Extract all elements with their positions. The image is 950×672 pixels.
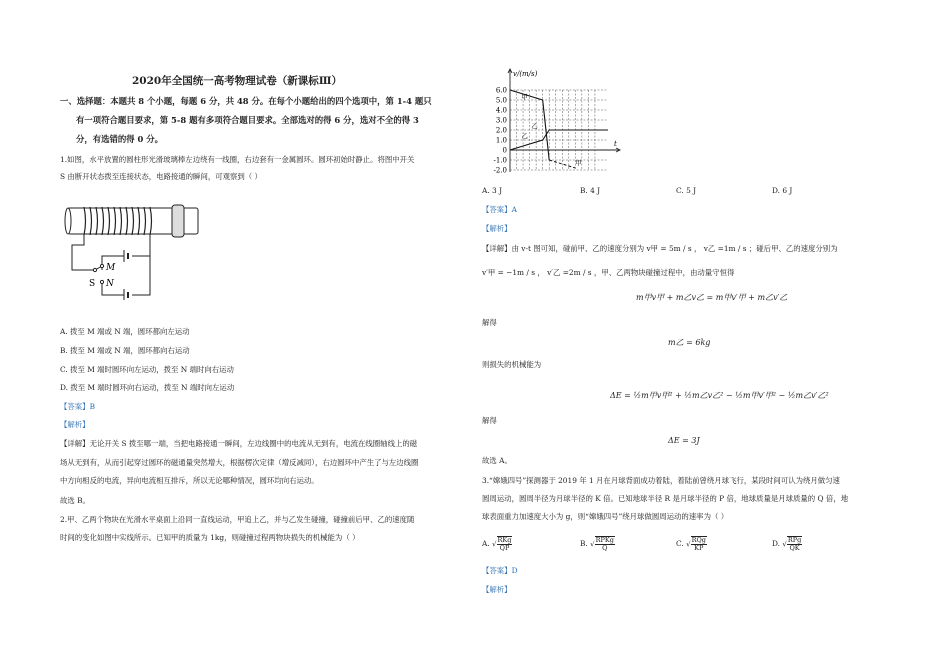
q2-answer: 【答案】A bbox=[482, 205, 517, 214]
q1-option-b: B. 拨至 M 端或 N 端，圆环都向右运动 bbox=[60, 346, 190, 355]
coil-circuit-figure bbox=[62, 200, 210, 300]
section-heading-line2: 有一项符合题目要求，第 5-8 题有多项符合题目要求。全部选对的得 6 分，选对不全的得 3 bbox=[76, 115, 419, 125]
y-tick-label: 0 bbox=[502, 146, 507, 155]
y-tick-label: -1.0 bbox=[493, 156, 507, 165]
q2-detail-line2: v′甲 = −1m / s ， v′乙 =2m / s ，甲、乙两物块碰撞过程中，由动量守恒得 bbox=[482, 268, 735, 277]
y-tick-label: 6.0 bbox=[495, 86, 507, 95]
q3-option-b: B. √ $\frac{\text{RPKg}}{Q}$ bbox=[580, 536, 614, 552]
section-heading-line1: 一、选择题：本题共 8 个小题，每题 6 分，共 48 分。在每个小题给出的四个选项中，第 1-4 题只 bbox=[60, 96, 432, 106]
switch-label: S bbox=[89, 279, 96, 289]
y-tick-label: 1.0 bbox=[495, 136, 507, 145]
x-axis-label: t bbox=[614, 140, 617, 148]
series-annotation: 甲 bbox=[521, 93, 528, 101]
q3-stem-line2: 圆周运动，圆周半径为月球半径的 K 倍。已知地球半径 R 是月球半径的 P 倍，地球质量是月球质量的 Q 倍，地 bbox=[482, 494, 849, 503]
switch-terminal-n-label: N bbox=[106, 279, 114, 289]
y-tick-label: -2.0 bbox=[493, 166, 507, 175]
section-heading-line3: 分，有选错的得 0 分。 bbox=[76, 134, 164, 144]
energy-result: ΔE = 3J bbox=[668, 436, 700, 445]
q1-detail-line2: 场从无到有，从而引起穿过圆环的磁通量突然增大，根据楞次定律（增反减同），右边圆环中产生了与左边线圈 bbox=[60, 458, 419, 467]
q3-answer: 【答案】D bbox=[482, 566, 518, 575]
q3-stem-line1: 3.“嫦娥四号”探测器于 2019 年 1 月在月球背面成功着陆，着陆前曾绕月球飞行，某段时间可认为绕月做匀速 bbox=[482, 476, 840, 485]
q2-option-b: B. 4 J bbox=[580, 186, 601, 195]
q2-option-d: D. 6 J bbox=[772, 186, 793, 195]
q2-option-a: A. 3 J bbox=[482, 186, 503, 195]
series-annotation: 甲 bbox=[575, 159, 582, 167]
q3-analysis-label: 【解析】 bbox=[482, 585, 512, 594]
q2-solve-label1: 解得 bbox=[482, 318, 497, 327]
q1-conclusion: 故选 B。 bbox=[60, 496, 90, 505]
q1-detail-line3: 中方向相反的电流，异向电流相互排斥，所以无论哪种情况，圆环均向右运动。 bbox=[60, 476, 319, 485]
q2-stem-line2: 时间的变化如图中实线所示。已知甲的质量为 1kg，则碰撞过程两物块损失的机械能为（ ） bbox=[60, 533, 360, 542]
energy-equation: ΔE = ½m甲v甲² + ½m乙v乙² − ½m甲v′甲² − ½m乙v′乙² bbox=[610, 391, 829, 400]
q1-option-d: D. 拨至 M 端时圆环向右运动，拨至 N 端时向左运动 bbox=[60, 383, 235, 392]
y-tick-label: 3.0 bbox=[495, 116, 507, 125]
series-annotation: 乙 bbox=[531, 122, 538, 130]
q2-option-c: C. 5 J bbox=[676, 186, 697, 195]
y-axis-label: v/(m/s) bbox=[513, 70, 538, 78]
q1-analysis-label: 【解析】 bbox=[60, 420, 90, 429]
q3-option-a: A. √ $\frac{\text{RKg}}{QP}$ bbox=[482, 536, 512, 552]
q2-solve-label2: 解得 bbox=[482, 416, 497, 425]
page-title: 2020年全国统一高考物理试卷（新课标Ⅲ） bbox=[132, 75, 343, 87]
q3-stem-line3: 球表面重力加速度大小为 g，则“嫦娥四号”绕月球做圆周运动的速率为（ ） bbox=[482, 512, 729, 521]
q2-analysis-label: 【解析】 bbox=[482, 224, 512, 233]
q2-conclusion: 故选 A。 bbox=[482, 456, 512, 465]
switch-terminal-m-label: M bbox=[106, 263, 116, 273]
series-annotation: 乙 bbox=[521, 132, 528, 140]
y-tick-label: 4.0 bbox=[495, 106, 507, 115]
q3-option-d: D. √ $\frac{\text{RPg}}{QK}$ bbox=[772, 536, 802, 552]
q1-answer: 【答案】B bbox=[60, 402, 95, 411]
energy-loss-label: 则损失的机械能为 bbox=[482, 360, 542, 369]
mass-result: m乙 = 6kg bbox=[668, 338, 711, 347]
q1-stem-line2: S 由断开状态拨至连接状态，电路接通的瞬间，可观察到（ ） bbox=[60, 172, 262, 181]
q1-detail-line1: 【详解】无论开关 S 拨至哪一端，当把电路接通一瞬间，左边线圈中的电流从无到有，电流在线圈轴线上的磁 bbox=[60, 439, 418, 448]
q2-detail-line1: 【详解】由 v-t 图可知，碰前甲、乙的速度分别为 v甲 = 5m / s ， v乙 =1m / s ；碰后甲、乙的速度分别为 bbox=[482, 244, 838, 253]
y-tick-label: 2.0 bbox=[495, 126, 507, 135]
y-tick-label: 5.0 bbox=[495, 96, 507, 105]
q2-stem-line1: 2.甲、乙两个物块在光滑水平桌面上沿同一直线运动，甲追上乙，并与乙发生碰撞，碰撞前后甲、乙的速度随 bbox=[60, 515, 415, 524]
q3-option-c: C. √ $\frac{\text{RQg}}{KP}$ bbox=[676, 536, 706, 552]
q1-stem-line1: 1.如图，水平放置的圆柱形光滑玻璃棒左边绕有一线圈，右边套有一金属圆环。圆环初始时静止。将图中开关 bbox=[60, 155, 415, 164]
momentum-equation: m甲v甲 + m乙v乙 = m甲v′甲 + m乙v′乙 bbox=[636, 293, 788, 302]
vt-graph bbox=[480, 66, 630, 176]
q1-option-c: C. 拨至 M 端时圆环向左运动，拨至 N 端时向右运动 bbox=[60, 365, 234, 374]
q1-option-a: A. 拨至 M 端或 N 端，圆环都向左运动 bbox=[60, 327, 190, 336]
